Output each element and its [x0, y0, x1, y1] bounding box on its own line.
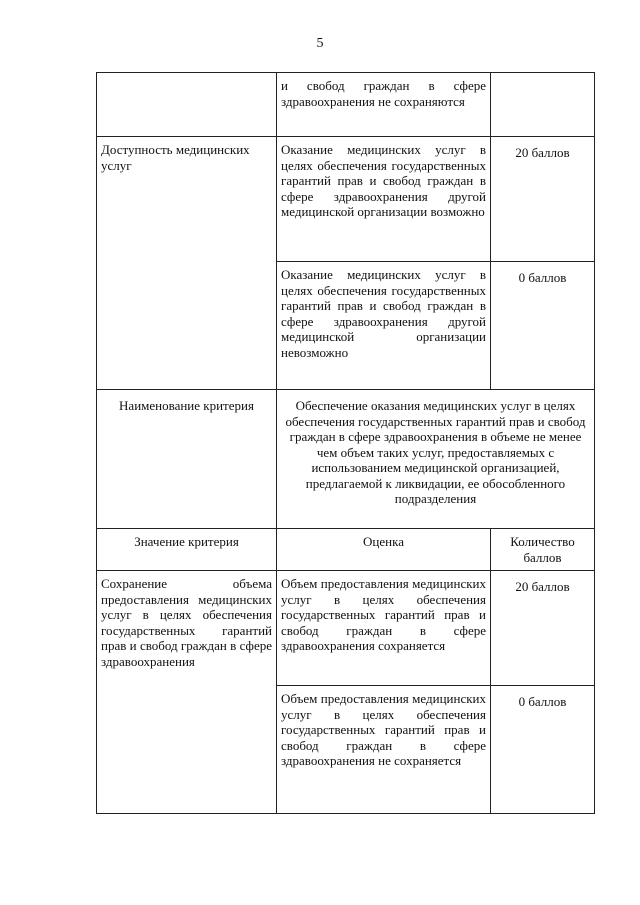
- table-header-row: [97, 529, 595, 571]
- points-cell: 0 баллов: [491, 686, 595, 814]
- table-row: [97, 390, 595, 529]
- criterion-cell: [97, 73, 277, 137]
- points-cell: 20 баллов: [491, 137, 595, 262]
- table-row: [97, 571, 595, 686]
- evaluation-cell: Объем предоставления медицинских услуг в целях обеспечения государственных гарантий прав и свобод граждан в сфере здравоохранения не сохраняется: [277, 686, 491, 814]
- evaluation-cell: Оказание медицинских услуг в целях обеспечения государственных гарантий прав и свобод граждан в сфере здравоохранения другой медицинской организации возможно: [277, 137, 491, 262]
- table-row: [97, 137, 595, 262]
- column-header-points: Количество баллов: [491, 529, 595, 571]
- points-cell: 20 баллов: [491, 571, 595, 686]
- criteria-table: [96, 72, 595, 814]
- criterion-cell: Сохранение объема предоставления медицинских услуг в целях обеспечения государственных гарантий прав и свобод граждан в сфере здравоохранения: [97, 571, 277, 814]
- criterion-name-value: Обеспечение оказания медицинских услуг в целях обеспечения государственных гарантий прав и свобод граждан в сфере здравоохранения в объеме не менее чем объем таких услуг, предоставляемых с использованием медицинской организацией, предлагаемой к ликвидации, ее обособленного подразделения: [277, 390, 595, 529]
- criterion-cell: Доступность медицинских услуг: [97, 137, 277, 390]
- points-cell: [491, 73, 595, 137]
- table-row: [97, 73, 595, 137]
- evaluation-cell: Оказание медицинских услуг в целях обеспечения государственных гарантий прав и свобод граждан в сфере здравоохранения другой медицинской организации невозможно: [277, 262, 491, 390]
- criterion-name-label: Наименование критерия: [97, 390, 277, 529]
- column-header-criterion-value: Значение критерия: [97, 529, 277, 571]
- points-cell: 0 баллов: [491, 262, 595, 390]
- evaluation-cell: Объем предоставления медицинских услуг в целях обеспечения государственных гарантий прав и свобод граждан в сфере здравоохранения сохраняется: [277, 571, 491, 686]
- page-number: 5: [316, 36, 324, 51]
- evaluation-cell: и свобод граждан в сфере здравоохранения не сохраняются: [277, 73, 491, 137]
- column-header-evaluation: Оценка: [277, 529, 491, 571]
